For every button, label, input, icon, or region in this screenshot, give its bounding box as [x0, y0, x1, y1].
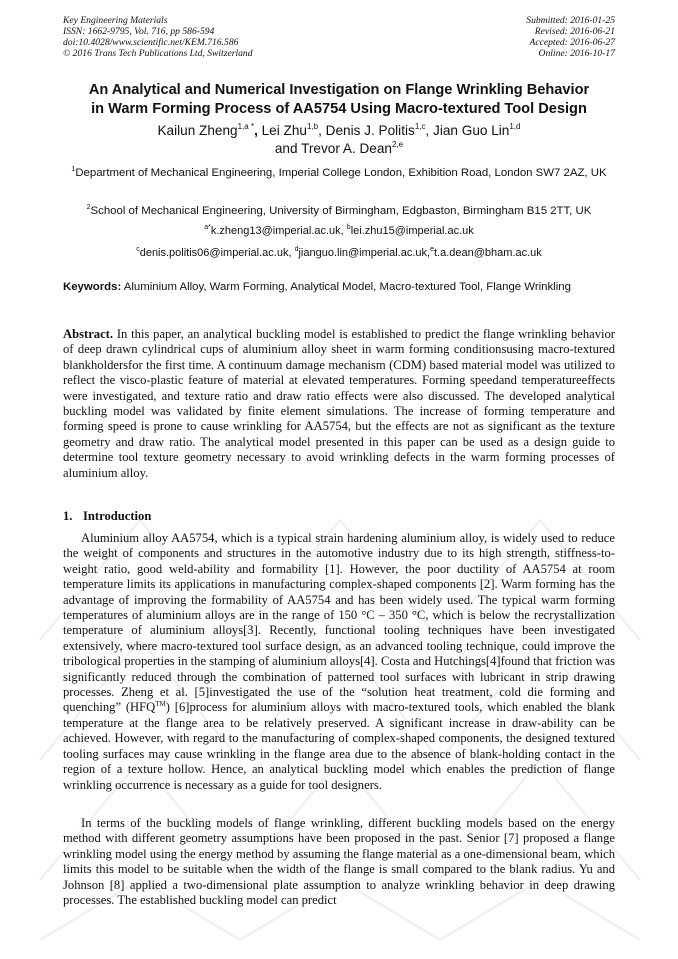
affiliation-text: Department of Mechanical Engineering, Imperial College London, Exhibition Road, London SW7 2AZ, UK [75, 167, 607, 179]
author-affiliation-mark: 1,c [414, 122, 426, 131]
intro-paragraph-2 [63, 816, 615, 908]
date-accepted: Accepted: 2016-06-27 [529, 37, 615, 48]
affiliation-1 [63, 166, 615, 181]
title-line-2: in Warm Forming Process of AA5754 Using Macro-textured Tool Design [91, 101, 587, 117]
email-link[interactable]: t.a.dean@bham.ac.uk [434, 247, 542, 259]
journal-issn: ISSN: 1662-9795, Vol. 716, pp 586-594 [63, 26, 215, 37]
email-line-1 [63, 224, 615, 238]
author-separator: , [254, 123, 262, 138]
date-online: Online: 2016-10-17 [538, 48, 615, 59]
author-affiliation-mark: 1,d [509, 122, 521, 131]
author-name: Trevor A. Dean [301, 141, 392, 156]
date-revised: Revised: 2016-06-21 [534, 26, 615, 37]
author-separator: , [318, 123, 326, 138]
title-line-1: An Analytical and Numerical Investigation on Flange Wrinkling Behavior [88, 82, 590, 98]
author-affiliation-mark: 1,b [306, 122, 319, 131]
paragraph-text: In terms of the buckling models of flange wrinkling, different buckling models based on the energy method with different geometry assumptions have been proposed in the past. Senior [7] proposed a flange wrinkling model using the energy method by assuming the flange material as a one-dimensional beam, which limits this model to be suitable when the width of the flange is small compared to the blank radius. Yu and Johnson [8] applied a two-dimensional plate assumption to analyze wrinkling behavior in deep drawing processes. The established buckling model can predict [63, 816, 615, 908]
author-name: Kailun Zheng [157, 123, 238, 138]
intro-paragraph-1 [63, 531, 615, 793]
author-name: Lei Zhu [261, 123, 307, 138]
author-name: Jian Guo Lin [433, 123, 510, 138]
trademark-mark: TM [155, 700, 166, 709]
email-line-2 [63, 246, 615, 260]
section-title: Introduction [83, 509, 152, 523]
email-link[interactable]: lei.zhu15@imperial.ac.uk [350, 225, 474, 237]
section-number: 1. [63, 509, 73, 523]
publication-dates [526, 15, 615, 59]
email-link[interactable]: k.zheng13@imperial.ac.uk, [210, 225, 347, 237]
email-mark: c [136, 246, 140, 253]
keywords [63, 280, 615, 295]
paragraph-text: ) [6]process for aluminium alloys with macro-textured tools, which enabled the blank temperature at the flange area to be relatively preserved. A significant increase in draw-ability can be achieved. However, with regard to the manufacturing of complex-shaped components, the designed textured tooling surfaces may cause wrinkling in the flange area due to the absence of blank-holding contact in the region of a texture hollow. Hence, an analytical buckling model which enables the prediction of flange wrinkling occurrence is necessary as a guide for tool designers. [63, 700, 615, 792]
author-separator: , [425, 123, 434, 138]
keywords-label: Keywords: [63, 281, 122, 293]
abstract [63, 327, 615, 481]
abstract-label: Abstract. [63, 327, 114, 341]
journal-doi: doi:10.4028/www.scientific.net/KEM.716.586 [63, 37, 239, 48]
affiliation-2 [63, 204, 615, 219]
keywords-text: Aluminium Alloy, Warm Forming, Analytical Model, Macro-textured Tool, Flange Wrinkling [123, 281, 571, 293]
journal-info [63, 15, 253, 59]
paragraph-text: Aluminium alloy AA5754, which is a typical strain hardening aluminium alloy, is widely used to reduce the weight of components and structures in the automotive industry due to its high strength, stiffness-to-weight ratio, good weld-ability and formability [1]. However, the poor ductility of AA5754 at room temperature limits its applications in manufacturing complex-shaped components [2]. Warm forming has the advantage of improving the formability of AA5754 and has been widely used. The typical warm forming temperatures of aluminium alloys are in the range of 150 °C – 350 °C, which is below the recrystallization temperature of aluminium alloys[3]. Recently, functional tooling techniques have been investigated extensively, where macro-textured tool surface design, as an advanced tooling technique, could improve the tribological properties in the stamping of aluminium alloys[4]. Costa and Hutchings[4]found that friction was significantly reduced through the combination of patterned tool surfaces with lubricant in strip drawing processes. Zheng et al. [5]investigated the use of the “solution heat treatment, cold die forming and quenching” (HFQ [63, 531, 615, 715]
email-mark: d [294, 246, 299, 253]
paper-title [50, 81, 628, 119]
email-mark: a* [204, 224, 211, 231]
email-mark: e [430, 246, 434, 253]
author-list [60, 122, 618, 158]
author-affiliation-mark: 1,a * [237, 122, 255, 131]
email-mark: b [346, 224, 351, 231]
abstract-text: In this paper, an analytical buckling model is established to predict the flange wrinkling behavior of deep drawn cylindrical cups of aluminium alloy sheet in warm forming conditionsusing macro-textured blankholdersfor the first time. A continuum damage mechanism (CDM) based material model was utilized to reflect the visco-plastic feature of material at elevated temperatures. Forming speedand temperatureeffects were investigated, and texture ratio and draw ratio effects were also discussed. The developed analytical buckling model was validated by finite element simulations. The increase of forming temperature and forming speed is prone to cause wrinkling for AA5754, but the effects are not as significant as the texture geometry and draw ratio. The analytical model presented in this paper can be used as a design guide to determine tool texture geometry necessary to avoid wrinkling defects in the warm forming processes of aluminium alloy. [63, 327, 615, 480]
section-heading-introduction [63, 509, 151, 524]
affiliation-number: 1 [71, 166, 76, 173]
author-and: and [274, 141, 302, 156]
copyright: © 2016 Trans Tech Publications Ltd, Switzerland [63, 48, 253, 59]
affiliation-number: 2 [86, 204, 91, 211]
affiliation-text: School of Mechanical Engineering, University of Birmingham, Edgbaston, Birmingham B15 2TT, UK [90, 205, 592, 217]
author-affiliation-mark: 2,e [392, 140, 404, 149]
date-submitted: Submitted: 2016-01-25 [526, 15, 615, 26]
author-name: Denis J. Politis [325, 123, 415, 138]
email-link[interactable]: denis.politis06@imperial.ac.uk, [139, 247, 295, 259]
email-link[interactable]: jianguo.lin@imperial.ac.uk, [298, 247, 431, 259]
journal-name: Key Engineering Materials [63, 15, 168, 26]
